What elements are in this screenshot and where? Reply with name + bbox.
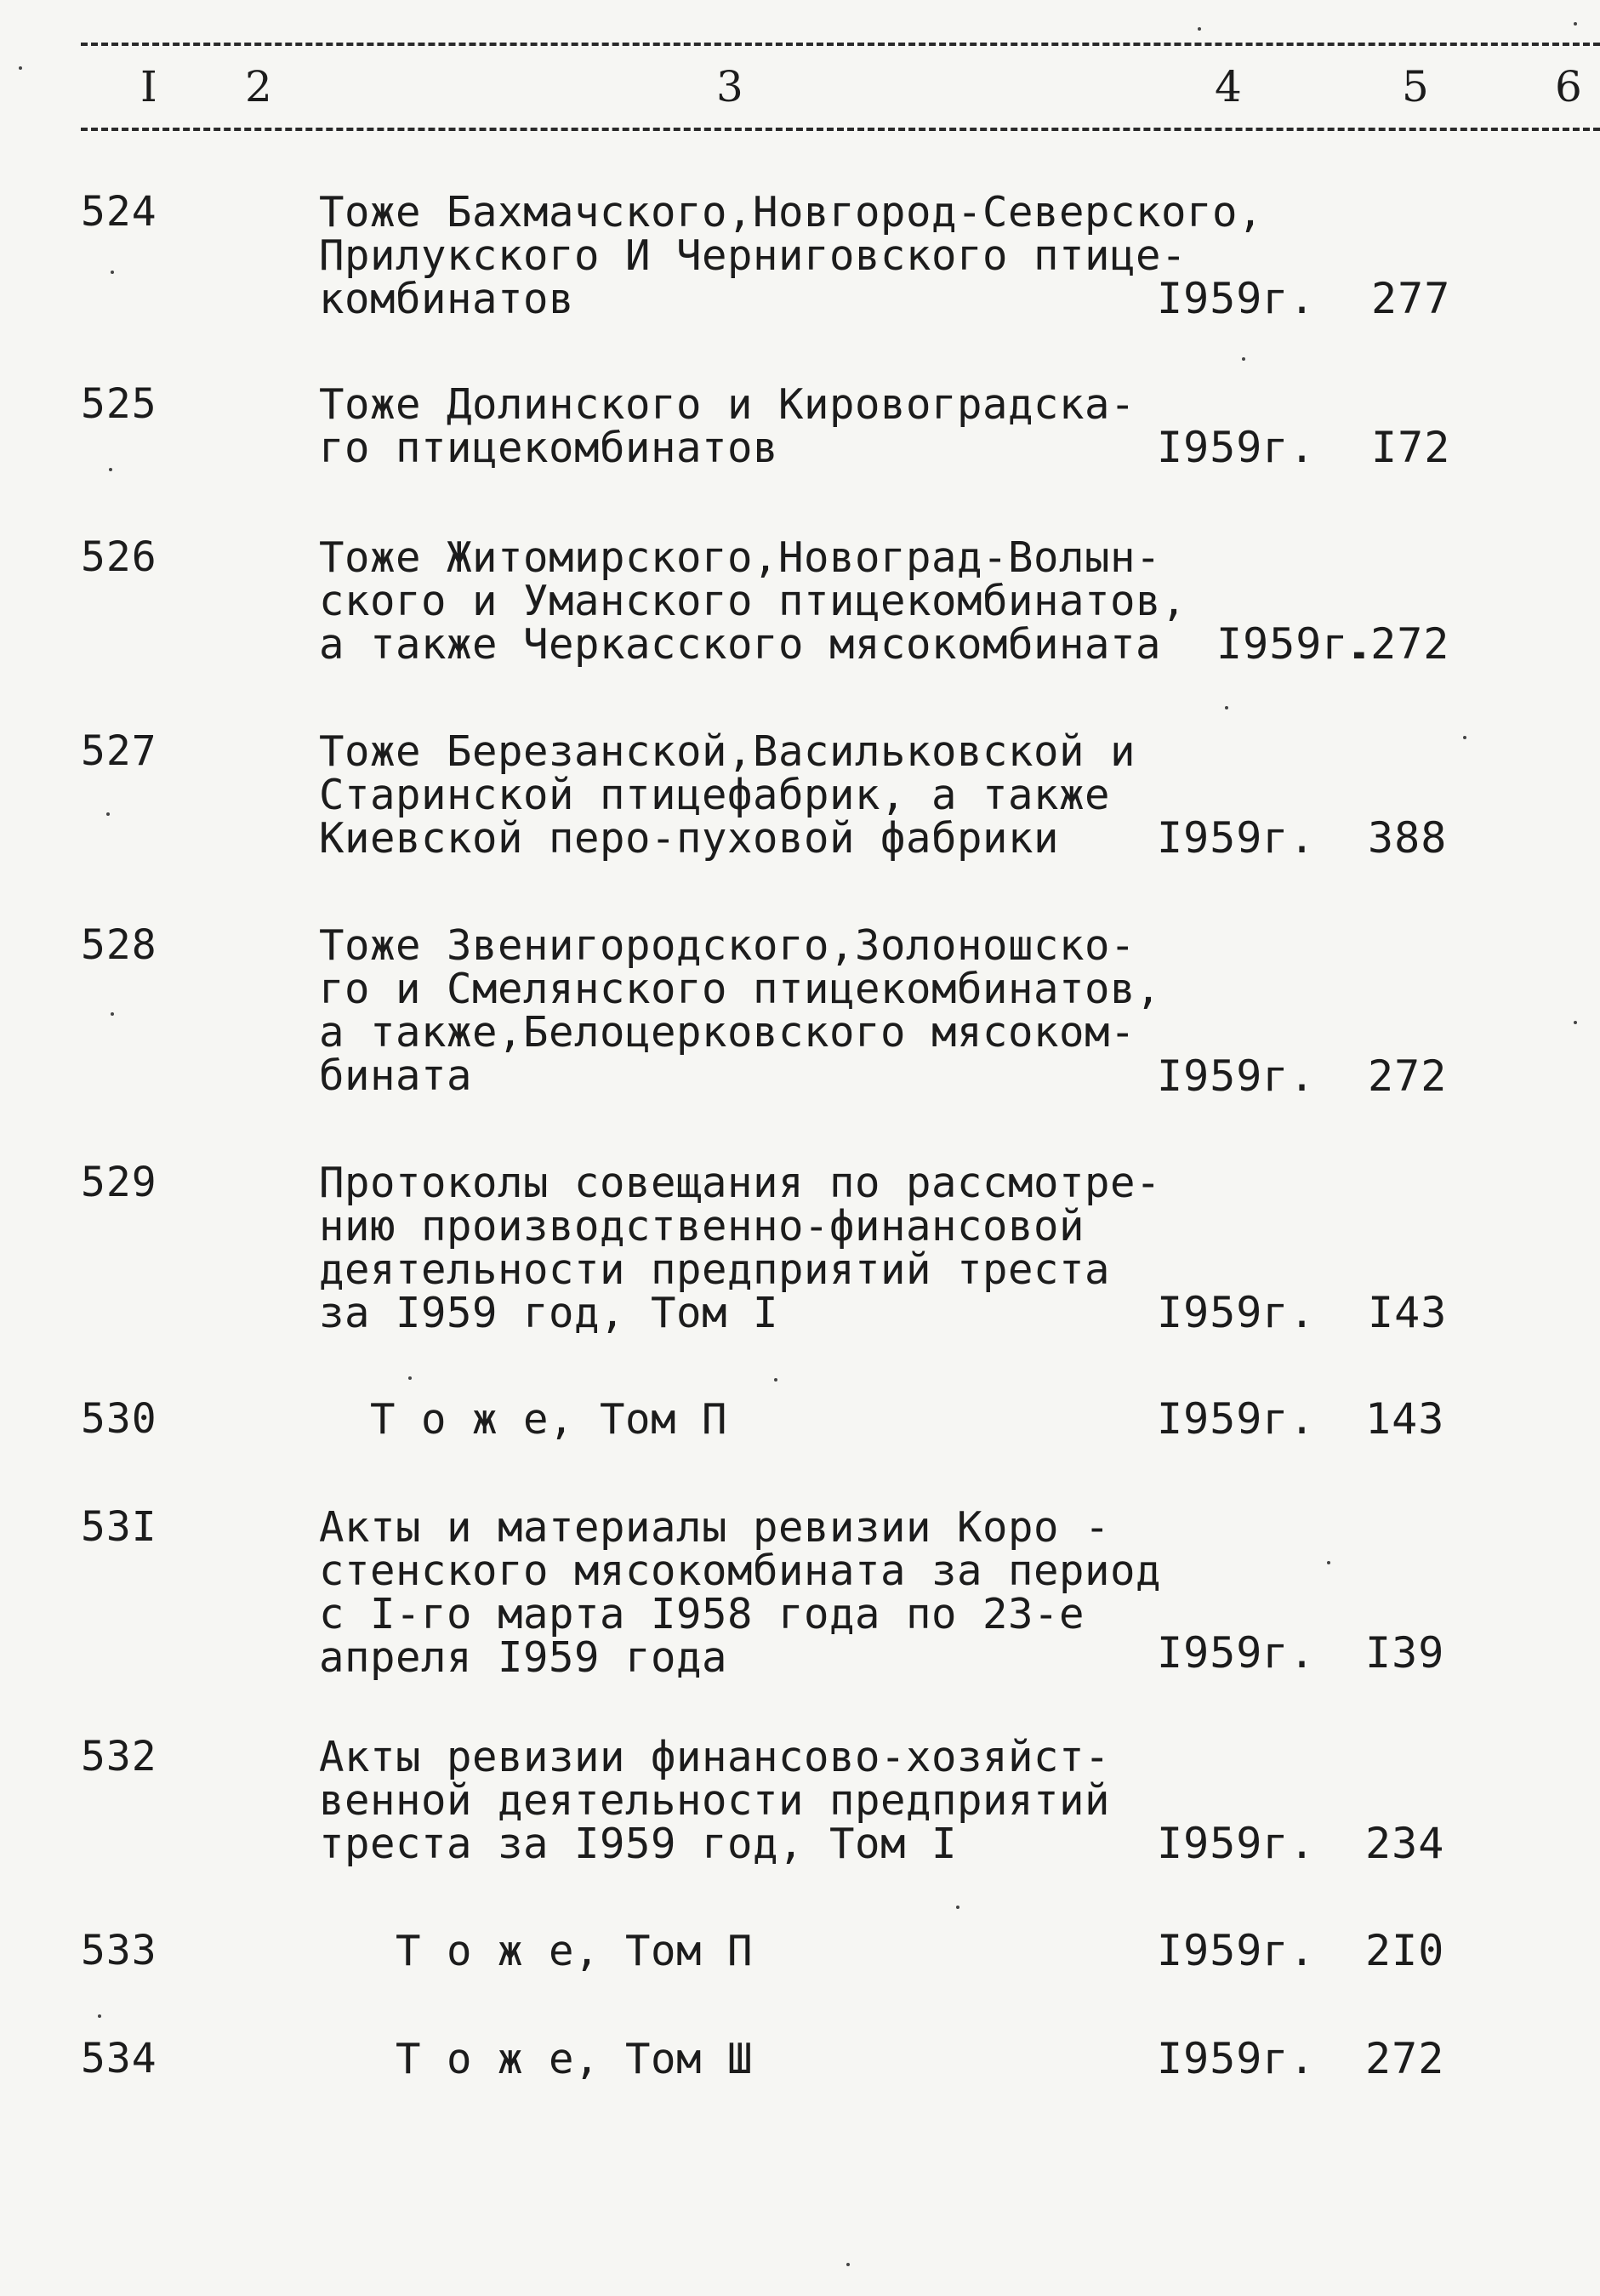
item-pages: I39	[1365, 1628, 1445, 1678]
item-description	[319, 533, 1187, 669]
item-description	[319, 1161, 1187, 1335]
header-col-1: I	[140, 62, 157, 111]
scan-speck	[408, 1376, 412, 1380]
item-year: I959г.	[1157, 1819, 1316, 1868]
item-year: I959г.	[1157, 1926, 1316, 1975]
scan-speck	[956, 1906, 959, 1909]
item-description	[319, 727, 1187, 863]
description-line: Акты ревизии финансово-хозяйст-	[319, 1733, 1111, 1781]
scan-speck	[1574, 22, 1577, 26]
description-line: Т о ж е, Том П	[319, 1927, 754, 1975]
description-line: Акты и материалы ревизии Коро -	[319, 1503, 1111, 1552]
item-pages: 272	[1365, 2034, 1445, 2083]
scan-speck	[1463, 736, 1466, 739]
item-pages: I72	[1371, 423, 1451, 472]
description-line: нию производственно-финансовой	[319, 1202, 1085, 1251]
item-number: 53I	[81, 1503, 157, 1551]
item-description	[319, 1929, 1187, 1973]
header-col-4: 4	[1215, 62, 1242, 111]
item-number: 526	[81, 533, 157, 581]
item-year: I959г.	[1216, 619, 1375, 669]
scan-speck	[109, 468, 112, 471]
scan-speck	[111, 1012, 114, 1016]
description-line: треста за I959 год, Том I	[319, 1820, 958, 1868]
description-line: за I959 год, Том I	[319, 1289, 779, 1337]
item-pages: 234	[1365, 1819, 1445, 1868]
description-line: деятельности предприятий треста	[319, 1245, 1111, 1294]
item-number: 532	[81, 1733, 157, 1780]
header-col-6: 6	[1555, 62, 1582, 111]
description-line: Тоже Житомирского,Новоград-Волын-	[319, 533, 1162, 582]
item-pages: .272	[1344, 619, 1450, 669]
scan-speck	[846, 2263, 850, 2266]
description-line: Прилукского И Черниговского птице-	[319, 231, 1187, 280]
description-line: Старинской птицефабрик, а также	[319, 771, 1111, 819]
item-number: 530	[81, 1395, 157, 1443]
scan-speck	[1574, 1021, 1577, 1024]
item-description	[319, 921, 1187, 1100]
description-line: ского и Уманского птицекомбинатов,	[319, 577, 1187, 625]
description-line: Тоже Березанской,Васильковской и	[319, 727, 1136, 776]
item-pages: 388	[1368, 813, 1448, 863]
description-line: комбинатов	[319, 275, 575, 323]
item-number: 533	[81, 1927, 157, 1974]
item-number: 525	[81, 380, 157, 428]
scan-speck	[1198, 27, 1201, 31]
scan-speck	[106, 812, 110, 816]
item-pages: 272	[1368, 1051, 1448, 1101]
scan-speck	[774, 1378, 777, 1382]
item-description	[319, 1503, 1187, 1682]
item-year: I959г.	[1157, 274, 1316, 323]
description-line: Киевской перо-пуховой фабрики	[319, 814, 1060, 863]
scan-speck	[1242, 357, 1245, 361]
item-year: I959г.	[1157, 1051, 1316, 1101]
header-bottom-rule	[81, 128, 1600, 131]
item-number: 529	[81, 1159, 157, 1206]
scan-speck	[1225, 706, 1228, 709]
item-year: I959г.	[1157, 423, 1316, 472]
description-line: го и Смелянского птицекомбинатов,	[319, 965, 1162, 1013]
item-description	[319, 380, 1187, 472]
description-line: Тоже Звенигородского,Золоношско-	[319, 921, 1136, 970]
description-line: а также Черкасского мясокомбината	[319, 620, 1162, 669]
item-year: I959г.	[1157, 813, 1316, 863]
description-line: Протоколы совещания по рассмотре-	[319, 1159, 1162, 1207]
item-description	[319, 2037, 1187, 2081]
item-year: I959г.	[1157, 1394, 1316, 1444]
item-year: I959г.	[1157, 1288, 1316, 1337]
item-number: 524	[81, 188, 157, 236]
item-number: 527	[81, 727, 157, 775]
description-line: стенского мясокомбината за период	[319, 1547, 1162, 1595]
description-line: апреля I959 года	[319, 1633, 728, 1682]
header-col-5: 5	[1402, 62, 1429, 111]
description-line: с I-го марта I958 года по 23-е	[319, 1590, 1085, 1638]
description-line: го птицекомбинатов	[319, 424, 779, 472]
item-number: 528	[81, 921, 157, 969]
description-line: венной деятельности предприятий	[319, 1776, 1111, 1825]
item-pages: I43	[1368, 1288, 1448, 1337]
header-col-3: 3	[716, 62, 743, 111]
item-description	[319, 1735, 1187, 1866]
scan-speck	[98, 2014, 101, 2018]
description-line: бината	[319, 1051, 473, 1100]
header-col-2: 2	[245, 62, 272, 111]
description-line: Т о ж е, Том Ш	[319, 2035, 754, 2083]
scan-speck	[1327, 1561, 1330, 1564]
header-top-rule	[81, 43, 1600, 46]
item-year: I959г.	[1157, 2034, 1316, 2083]
scan-speck	[19, 66, 22, 70]
description-line: а также,Белоцерковского мясоком-	[319, 1008, 1136, 1057]
scan-speck	[111, 271, 114, 274]
item-year: I959г.	[1157, 1628, 1316, 1678]
item-pages: 143	[1365, 1394, 1445, 1444]
description-line: Тоже Бахмачского,Новгород-Северского,	[319, 188, 1264, 236]
description-line: Тоже Долинского и Кировоградска-	[319, 380, 1136, 429]
description-line: Т о ж е, Том П	[319, 1395, 728, 1444]
item-description	[319, 1395, 1187, 1444]
item-pages: 2I0	[1365, 1926, 1445, 1975]
item-pages: 277	[1371, 274, 1451, 323]
item-number: 534	[81, 2035, 157, 2082]
